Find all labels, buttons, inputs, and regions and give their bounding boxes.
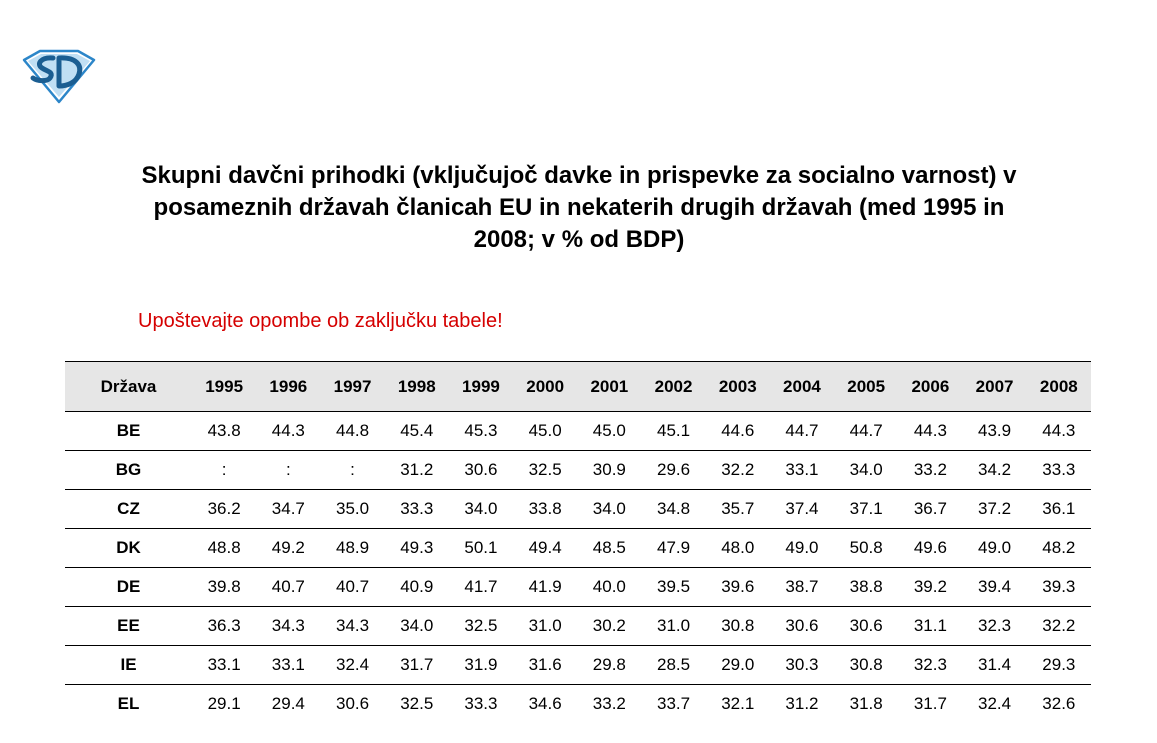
value-cell: 36.1: [1027, 490, 1091, 529]
year-column-header: 2000: [513, 362, 577, 412]
value-cell: 39.2: [898, 568, 962, 607]
value-cell: 32.1: [706, 685, 770, 724]
value-cell: 40.7: [256, 568, 320, 607]
value-cell: 29.8: [577, 646, 641, 685]
country-code-cell: DE: [65, 568, 192, 607]
value-cell: 30.6: [770, 607, 834, 646]
tax-revenue-table: [65, 361, 1091, 723]
year-column-header: 2002: [641, 362, 705, 412]
value-cell: 33.3: [385, 490, 449, 529]
table-row: [65, 490, 1091, 529]
value-cell: 30.6: [834, 607, 898, 646]
table-header-row: [65, 362, 1091, 412]
document-title: Skupni davčni prihodki (vključujoč davke in prispevke za socialno varnost) v posameznih državah članicah EU in nekaterih drugih državah (med 1995 in 2008; v % od BDP): [141, 162, 1017, 253]
value-cell: 50.8: [834, 529, 898, 568]
value-cell: 31.4: [962, 646, 1026, 685]
table-row: [65, 568, 1091, 607]
value-cell: 37.4: [770, 490, 834, 529]
table-row: [65, 685, 1091, 724]
value-cell: 38.7: [770, 568, 834, 607]
year-column-header: 2005: [834, 362, 898, 412]
value-cell: 49.2: [256, 529, 320, 568]
year-column-header: 1996: [256, 362, 320, 412]
value-cell: 33.1: [256, 646, 320, 685]
year-column-header: 1999: [449, 362, 513, 412]
value-cell: 48.0: [706, 529, 770, 568]
value-cell: 40.9: [385, 568, 449, 607]
value-cell: 36.2: [192, 490, 256, 529]
value-cell: 29.6: [641, 451, 705, 490]
value-cell: 40.0: [577, 568, 641, 607]
value-cell: 34.0: [577, 490, 641, 529]
value-cell: 44.3: [256, 412, 320, 451]
value-cell: 50.1: [449, 529, 513, 568]
value-cell: 44.6: [706, 412, 770, 451]
value-cell: 44.3: [1027, 412, 1091, 451]
value-cell: 32.3: [962, 607, 1026, 646]
table-row: [65, 529, 1091, 568]
value-cell: 44.8: [320, 412, 384, 451]
table-body: [65, 412, 1091, 724]
value-cell: 32.3: [898, 646, 962, 685]
year-column-header: 1997: [320, 362, 384, 412]
value-cell: 31.8: [834, 685, 898, 724]
year-column-header: 2007: [962, 362, 1026, 412]
value-cell: :: [192, 451, 256, 490]
value-cell: 31.6: [513, 646, 577, 685]
value-cell: 28.5: [641, 646, 705, 685]
country-code-cell: IE: [65, 646, 192, 685]
value-cell: 31.0: [513, 607, 577, 646]
value-cell: 43.8: [192, 412, 256, 451]
value-cell: 34.8: [641, 490, 705, 529]
value-cell: 33.1: [192, 646, 256, 685]
value-cell: 33.2: [577, 685, 641, 724]
value-cell: 31.7: [385, 646, 449, 685]
value-cell: 49.0: [770, 529, 834, 568]
table-row: [65, 607, 1091, 646]
year-column-header: 1995: [192, 362, 256, 412]
value-cell: 48.2: [1027, 529, 1091, 568]
value-cell: 45.0: [577, 412, 641, 451]
value-cell: 32.5: [449, 607, 513, 646]
value-cell: 34.0: [449, 490, 513, 529]
sd-logo-svg: [22, 48, 96, 104]
value-cell: 45.3: [449, 412, 513, 451]
value-cell: 36.3: [192, 607, 256, 646]
country-code-cell: BG: [65, 451, 192, 490]
value-cell: 48.8: [192, 529, 256, 568]
value-cell: 37.1: [834, 490, 898, 529]
value-cell: 43.9: [962, 412, 1026, 451]
year-column-header: 2003: [706, 362, 770, 412]
value-cell: 31.1: [898, 607, 962, 646]
value-cell: 31.9: [449, 646, 513, 685]
value-cell: 33.8: [513, 490, 577, 529]
value-cell: 29.3: [1027, 646, 1091, 685]
value-cell: 41.9: [513, 568, 577, 607]
value-cell: 31.7: [898, 685, 962, 724]
value-cell: 45.4: [385, 412, 449, 451]
value-cell: 31.2: [385, 451, 449, 490]
value-cell: 40.7: [320, 568, 384, 607]
value-cell: 32.4: [962, 685, 1026, 724]
value-cell: 30.6: [320, 685, 384, 724]
table-row: [65, 646, 1091, 685]
country-code-cell: EL: [65, 685, 192, 724]
value-cell: 30.8: [706, 607, 770, 646]
value-cell: :: [320, 451, 384, 490]
table-row: [65, 412, 1091, 451]
value-cell: 32.2: [1027, 607, 1091, 646]
year-column-header: 2008: [1027, 362, 1091, 412]
value-cell: 29.0: [706, 646, 770, 685]
value-cell: 48.9: [320, 529, 384, 568]
value-cell: 48.5: [577, 529, 641, 568]
value-cell: 30.3: [770, 646, 834, 685]
value-cell: 39.8: [192, 568, 256, 607]
value-cell: 32.2: [706, 451, 770, 490]
value-cell: 30.9: [577, 451, 641, 490]
value-cell: 34.2: [962, 451, 1026, 490]
value-cell: 39.6: [706, 568, 770, 607]
year-column-header: 2001: [577, 362, 641, 412]
value-cell: 32.5: [385, 685, 449, 724]
value-cell: 45.0: [513, 412, 577, 451]
value-cell: 31.2: [770, 685, 834, 724]
value-cell: 34.0: [834, 451, 898, 490]
value-cell: 38.8: [834, 568, 898, 607]
value-cell: 37.2: [962, 490, 1026, 529]
value-cell: 30.6: [449, 451, 513, 490]
year-column-header: 2004: [770, 362, 834, 412]
value-cell: 29.1: [192, 685, 256, 724]
value-cell: 35.0: [320, 490, 384, 529]
value-cell: 35.7: [706, 490, 770, 529]
year-column-header: 1998: [385, 362, 449, 412]
value-cell: 39.5: [641, 568, 705, 607]
value-cell: 45.1: [641, 412, 705, 451]
value-cell: 39.3: [1027, 568, 1091, 607]
value-cell: 32.6: [1027, 685, 1091, 724]
year-column-header: 2006: [898, 362, 962, 412]
country-code-cell: CZ: [65, 490, 192, 529]
value-cell: 33.3: [1027, 451, 1091, 490]
value-cell: 32.5: [513, 451, 577, 490]
value-cell: 34.0: [385, 607, 449, 646]
value-cell: 30.8: [834, 646, 898, 685]
value-cell: 44.7: [834, 412, 898, 451]
country-code-cell: EE: [65, 607, 192, 646]
value-cell: 34.3: [256, 607, 320, 646]
value-cell: 47.9: [641, 529, 705, 568]
country-column-header: Država: [65, 362, 192, 412]
value-cell: 29.4: [256, 685, 320, 724]
value-cell: 49.0: [962, 529, 1026, 568]
value-cell: 30.2: [577, 607, 641, 646]
sd-logo-icon: [22, 48, 96, 104]
value-cell: 34.6: [513, 685, 577, 724]
value-cell: 44.7: [770, 412, 834, 451]
value-cell: 49.3: [385, 529, 449, 568]
value-cell: 34.3: [320, 607, 384, 646]
table-notes-warning: Upoštevajte opombe ob zaključku tabele!: [138, 310, 503, 332]
value-cell: 31.0: [641, 607, 705, 646]
value-cell: 33.3: [449, 685, 513, 724]
value-cell: 34.7: [256, 490, 320, 529]
country-code-cell: BE: [65, 412, 192, 451]
value-cell: 33.7: [641, 685, 705, 724]
value-cell: 33.2: [898, 451, 962, 490]
value-cell: 36.7: [898, 490, 962, 529]
value-cell: 32.4: [320, 646, 384, 685]
value-cell: 49.6: [898, 529, 962, 568]
value-cell: :: [256, 451, 320, 490]
value-cell: 41.7: [449, 568, 513, 607]
value-cell: 44.3: [898, 412, 962, 451]
country-code-cell: DK: [65, 529, 192, 568]
table-row: [65, 451, 1091, 490]
value-cell: 49.4: [513, 529, 577, 568]
value-cell: 33.1: [770, 451, 834, 490]
value-cell: 39.4: [962, 568, 1026, 607]
